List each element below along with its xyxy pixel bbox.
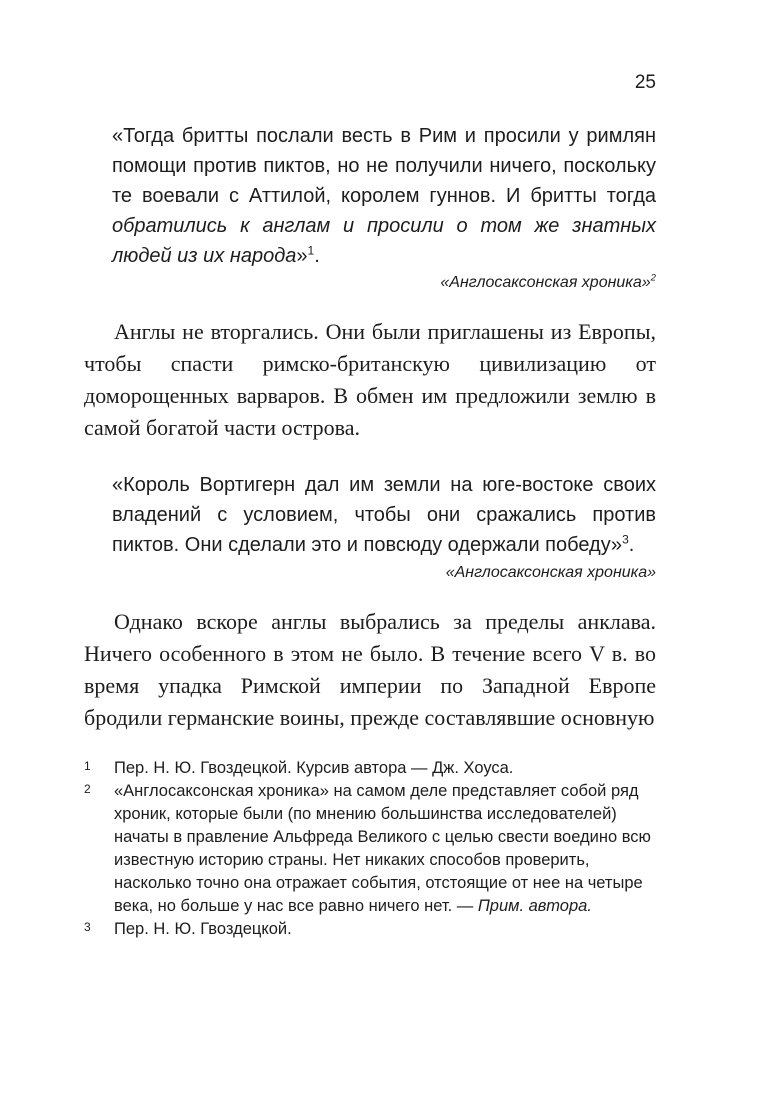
quote-1-attribution: [112, 272, 656, 294]
footnote-1: [84, 757, 656, 780]
footnote-2-body: [114, 780, 656, 918]
quote-1-italic-text: обратились к англам и просили о том же знатных людей из их народа: [112, 215, 656, 267]
quote-1-attribution-text: «Англосаксонская хроника»: [440, 274, 651, 291]
footnote-ref-2[interactable]: 2: [650, 272, 656, 284]
footnotes: [84, 757, 656, 941]
body-paragraph-2: Однако вскоре англы выбрались за пределы анклава. Ничего особенного в этом не было. В течение всего V в. во время упадка Римской империи по Западной Европе бродили германские воины, прежде составлявшие основную: [84, 609, 656, 730]
quote-1-close: »: [296, 245, 308, 267]
body-paragraph-1: Англы не вторгались. Они были приглашены из Европы, чтобы спасти римско-британскую цивилизацию от доморощенных варваров. В обмен им предложили землю в самой богатой части острова.: [84, 319, 656, 440]
quote-2: [112, 470, 656, 560]
footnote-ref-1[interactable]: 1: [307, 243, 315, 258]
footnote-2-text: «Англосаксонская хроника» на самом деле представляет собой ряд хроник, которые были (по мнению большинства исследователей) начаты в правление Альфреда Великого с целью свести воедино всю известную историю страны. Нет никаких способов проверить, насколько точно она отражает события, отстоящие от нее на четыре века, но больше у нас все равно ничего нет. —: [114, 782, 651, 915]
footnote-2-italic: Прим. автора.: [477, 897, 592, 915]
page-number: 25: [634, 72, 656, 93]
footnote-3-text: Пер. Н. Ю. Гвоздецкой.: [114, 920, 292, 938]
footnote-3-mark: 3: [84, 920, 91, 934]
footnote-1-mark: 1: [84, 759, 91, 773]
footnote-ref-3[interactable]: 3: [622, 532, 629, 547]
footnote-2: [84, 780, 656, 918]
quote-1: [112, 121, 656, 271]
quote-2-end: .: [628, 534, 635, 556]
footnote-3: [84, 918, 656, 941]
footnote-2-mark: 2: [84, 782, 91, 796]
quote-2-attribution: «Англосаксонская хроника»: [445, 564, 656, 581]
quote-1-text: «Тогда бритты послали весть в Рим и просили у римлян помощи против пиктов, но не получили ничего, поскольку те воевали с Аттилой, королем гуннов. И бритты тогда: [112, 125, 656, 207]
quote-2-text: «Король Вортигерн дал им земли на юге-востоке своих владений с условием, чтобы они сражались против пиктов. Они сделали это и повсюду одержали победу»: [112, 474, 656, 556]
footnote-1-text: Пер. Н. Ю. Гвоздецкой. Курсив автора — Дж. Хоуса.: [114, 759, 514, 777]
quote-1-end: .: [314, 245, 320, 267]
